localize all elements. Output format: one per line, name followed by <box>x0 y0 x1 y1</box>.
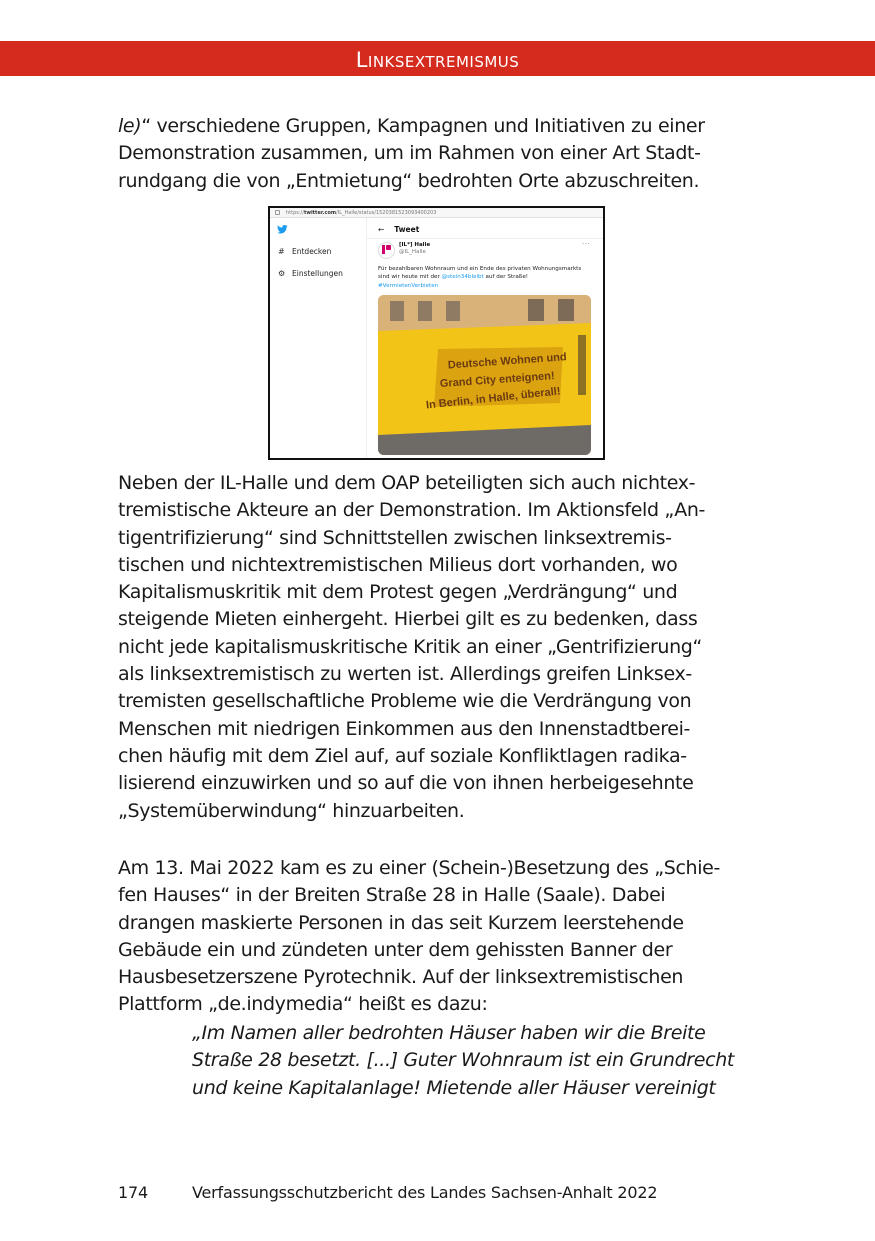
text-line: rundgang die von „Entmietung“ bedrohten Orte abzuschreiten. <box>118 169 700 192</box>
gear-icon: ⚙ <box>278 269 286 278</box>
mention-link[interactable]: @stein34bleibt <box>441 274 484 281</box>
tweet-text-line: Für bezahlbaren Wohnraum und ein Ende des privaten Wohnungsmarkts <box>378 266 582 272</box>
banner-text-line: Grand City enteignen! <box>439 370 555 391</box>
tweet-header <box>378 225 419 234</box>
url-domain: twitter.com <box>303 210 337 216</box>
text-line: Demonstration zusammen, um im Rahmen von einer Art Stadt- <box>118 142 701 165</box>
avatar[interactable] <box>378 242 395 259</box>
text-line: tremistische Akteure an der Demonstration. Im Aktionsfeld „An- <box>118 499 706 522</box>
header-divider <box>367 238 603 239</box>
paragraph-occupation <box>118 855 758 1019</box>
nav-item-settings[interactable] <box>278 269 343 278</box>
text-fragment: auf der Straße! <box>483 274 529 281</box>
nav-item-explore[interactable] <box>278 247 331 256</box>
paragraph-intro <box>118 113 758 195</box>
text-line: tigentrifizierung“ sind Schnittstellen zwischen linksextremis- <box>118 526 672 549</box>
hash-icon: # <box>278 247 285 256</box>
text-line: chen häufig mit dem Ziel auf, auf soziale Konfliktlagen radika- <box>118 744 687 767</box>
lock-icon <box>275 210 280 215</box>
page-number: 174 <box>118 1183 148 1202</box>
quote-line: und keine Kapitalanlage! Mietende aller Häuser vereinigt <box>192 1076 716 1099</box>
url-path: /IL_Halle/status/1520381523093400203 <box>336 210 437 216</box>
text-line: tremisten gesellschaftliche Probleme wie die Verdrängung von <box>118 690 692 713</box>
text-line: nicht jede kapitalismuskritische Kritik an einer „Gentrifizierung“ <box>118 635 703 658</box>
paragraph-gentrification <box>118 470 758 825</box>
quote-line: Straße 28 besetzt. [...] Guter Wohnraum ist ein Grundrecht <box>192 1049 734 1072</box>
quote-line: „Im Namen aller bedrohten Häuser haben wir die Breite <box>192 1022 706 1044</box>
banner-text-line: In Berlin, in Halle, überall! <box>425 385 562 412</box>
text-line: lisierend einzuwirken und so auf die von ihnen herbeigesehnte <box>118 772 694 795</box>
indymedia-quote <box>192 1020 772 1102</box>
text-line: Menschen mit niedrigen Einkommen aus den Innenstadtberei- <box>118 717 691 740</box>
chapter-header <box>0 41 875 76</box>
text-fragment: verschiedene Gruppen, Kampagnen und Initiativen zu einer <box>156 115 705 137</box>
browser-url-bar <box>270 208 603 218</box>
more-icon[interactable]: ··· <box>582 240 591 248</box>
tweet-photo[interactable] <box>378 295 591 455</box>
url-prefix: https:// <box>286 210 304 216</box>
text-line: Am 13. Mai 2022 kam es zu einer (Schein-)Besetzung des „Schie- <box>118 857 721 879</box>
italic-lead: le) <box>118 115 142 137</box>
text-line: Kapitalismuskritik mit dem Protest gegen „Verdrängung“ und <box>118 581 678 604</box>
banner-text-line: Deutsche Wohnen und <box>447 351 568 372</box>
column-divider <box>366 218 367 458</box>
hashtag-link[interactable]: #VermietenVerbieten <box>378 282 439 289</box>
text-line: Neben der IL-Halle und dem OAP beteiligten sich auch nichtex- <box>118 472 696 494</box>
text-line: Plattform „de.indymedia“ heißt es dazu: <box>118 993 488 1016</box>
account-handle: @IL_Halle <box>399 249 426 255</box>
text-fragment: sind wir heute mit der <box>378 274 442 281</box>
text-line: tischen und nichtextremistischen Milieus dort vorhanden, wo <box>118 553 678 576</box>
text-line: drangen maskierte Personen in das seit Kurzem leerstehende <box>118 911 684 934</box>
text-line: fen Hauses“ in der Breiten Straße 28 in Halle (Saale). Dabei <box>118 884 666 907</box>
text-line <box>118 113 758 140</box>
text-line: „Systemüberwindung“ hinzuarbeiten. <box>118 799 465 822</box>
tweet-screenshot <box>268 206 605 460</box>
report-title: Verfassungsschutzbericht des Landes Sachsen-Anhalt 2022 <box>192 1183 658 1202</box>
text-line: Hausbesetzerszene Pyrotechnik. Auf der linksextremistischen <box>118 966 684 989</box>
tweet-header-label: Tweet <box>394 225 420 234</box>
account-name[interactable]: [IL*] Halle <box>399 242 431 248</box>
tweet-text-line <box>378 273 598 281</box>
nav-label: Einstellungen <box>292 269 343 278</box>
text-line: Gebäude ein und zündeten unter dem gehissten Banner der <box>118 938 673 961</box>
twitter-bird-icon <box>277 225 288 234</box>
nav-label: Entdecken <box>292 247 332 256</box>
quote-mark: “ <box>141 115 157 137</box>
chapter-title: Linksextremismus <box>355 48 520 72</box>
back-arrow-icon[interactable]: ← <box>378 225 385 234</box>
text-line: steigende Mieten einhergeht. Hierbei gilt es zu bedenken, dass <box>118 608 698 631</box>
text-line: als linksextremistisch zu werten ist. Allerdings greifen Linksex- <box>118 663 692 686</box>
demonstration-photo <box>378 295 591 455</box>
tweet-text <box>378 265 598 290</box>
